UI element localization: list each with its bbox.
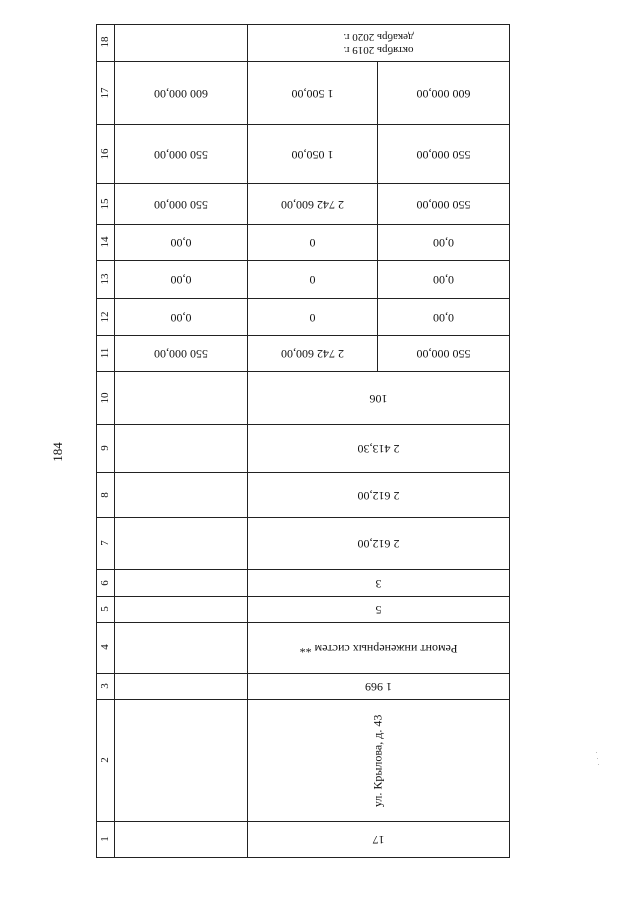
column-number: 14 (98, 236, 111, 248)
entrances-cell: 3 (375, 576, 382, 591)
column-number: 12 (98, 311, 111, 323)
column-number: 9 (98, 445, 111, 451)
column-number: 6 (98, 580, 111, 586)
floors-cell: 5 (375, 603, 382, 618)
column-number: 15 (98, 198, 111, 210)
residents-cell: 106 (369, 391, 388, 406)
column-number: 11 (98, 347, 111, 359)
cost-cell: 0 (309, 273, 316, 288)
cost-cell: 550 000,00 (154, 347, 208, 362)
column-number: 10 (98, 392, 111, 404)
data-table (96, 24, 510, 858)
cost-cell: 550 000,00 (416, 147, 471, 162)
deadline-cell: октябрь 2019 г. декабрь 2020 г. (343, 31, 414, 57)
cost-cell: 2 742 600,00 (281, 197, 344, 212)
cost-cell: 0,00 (170, 236, 192, 251)
page-number: 184 (50, 442, 65, 462)
cost-cell: 0,00 (433, 236, 454, 251)
cost-cell: 0,00 (433, 310, 454, 325)
cost-cell: 2 742 600,00 (281, 347, 344, 362)
cost-cell: 600 000,00 (154, 86, 208, 101)
column-number: 8 (98, 492, 111, 498)
area-total-cell: 2 612,00 (357, 537, 400, 552)
column-number: 7 (98, 540, 111, 546)
row-index-cell: 17 (372, 833, 385, 848)
address-text: ул. Крылова, д. 43 (370, 714, 385, 807)
address-cell (248, 700, 509, 821)
column-number: 1 (98, 836, 111, 842)
column-number: 5 (98, 606, 111, 612)
column-number: 2 (98, 757, 111, 763)
scan-speck (597, 758, 598, 759)
work-type-cell: Ремонт инженерных систем ** (299, 641, 458, 656)
cost-cell: 550 000,00 (154, 147, 208, 162)
column-number: 13 (98, 273, 111, 285)
cost-cell: 0 (309, 236, 316, 251)
scan-speck (598, 764, 599, 765)
cost-cell: 0 (309, 310, 316, 325)
column-number: 3 (98, 683, 111, 689)
scan-speck (596, 752, 597, 753)
cost-cell: 1 050,00 (291, 147, 334, 162)
column-number: 16 (98, 148, 111, 160)
cost-cell: 0,00 (433, 273, 454, 288)
cost-cell: 0,00 (170, 310, 192, 325)
area-premises-cell: 2 612,00 (357, 488, 400, 503)
area-residential-cell: 2 413,30 (357, 442, 400, 457)
year-cell: 1 969 (365, 680, 392, 695)
cost-cell: 0,00 (170, 273, 192, 288)
cost-cell: 550 000,00 (416, 197, 471, 212)
column-number: 4 (98, 644, 111, 650)
column-number: 18 (98, 36, 111, 48)
cost-cell: 550 000,00 (416, 347, 471, 362)
cost-cell: 600 000,00 (416, 86, 471, 101)
column-number: 17 (98, 87, 111, 99)
cost-cell: 550 000,00 (154, 197, 208, 212)
cost-cell: 1 500,00 (291, 86, 334, 101)
